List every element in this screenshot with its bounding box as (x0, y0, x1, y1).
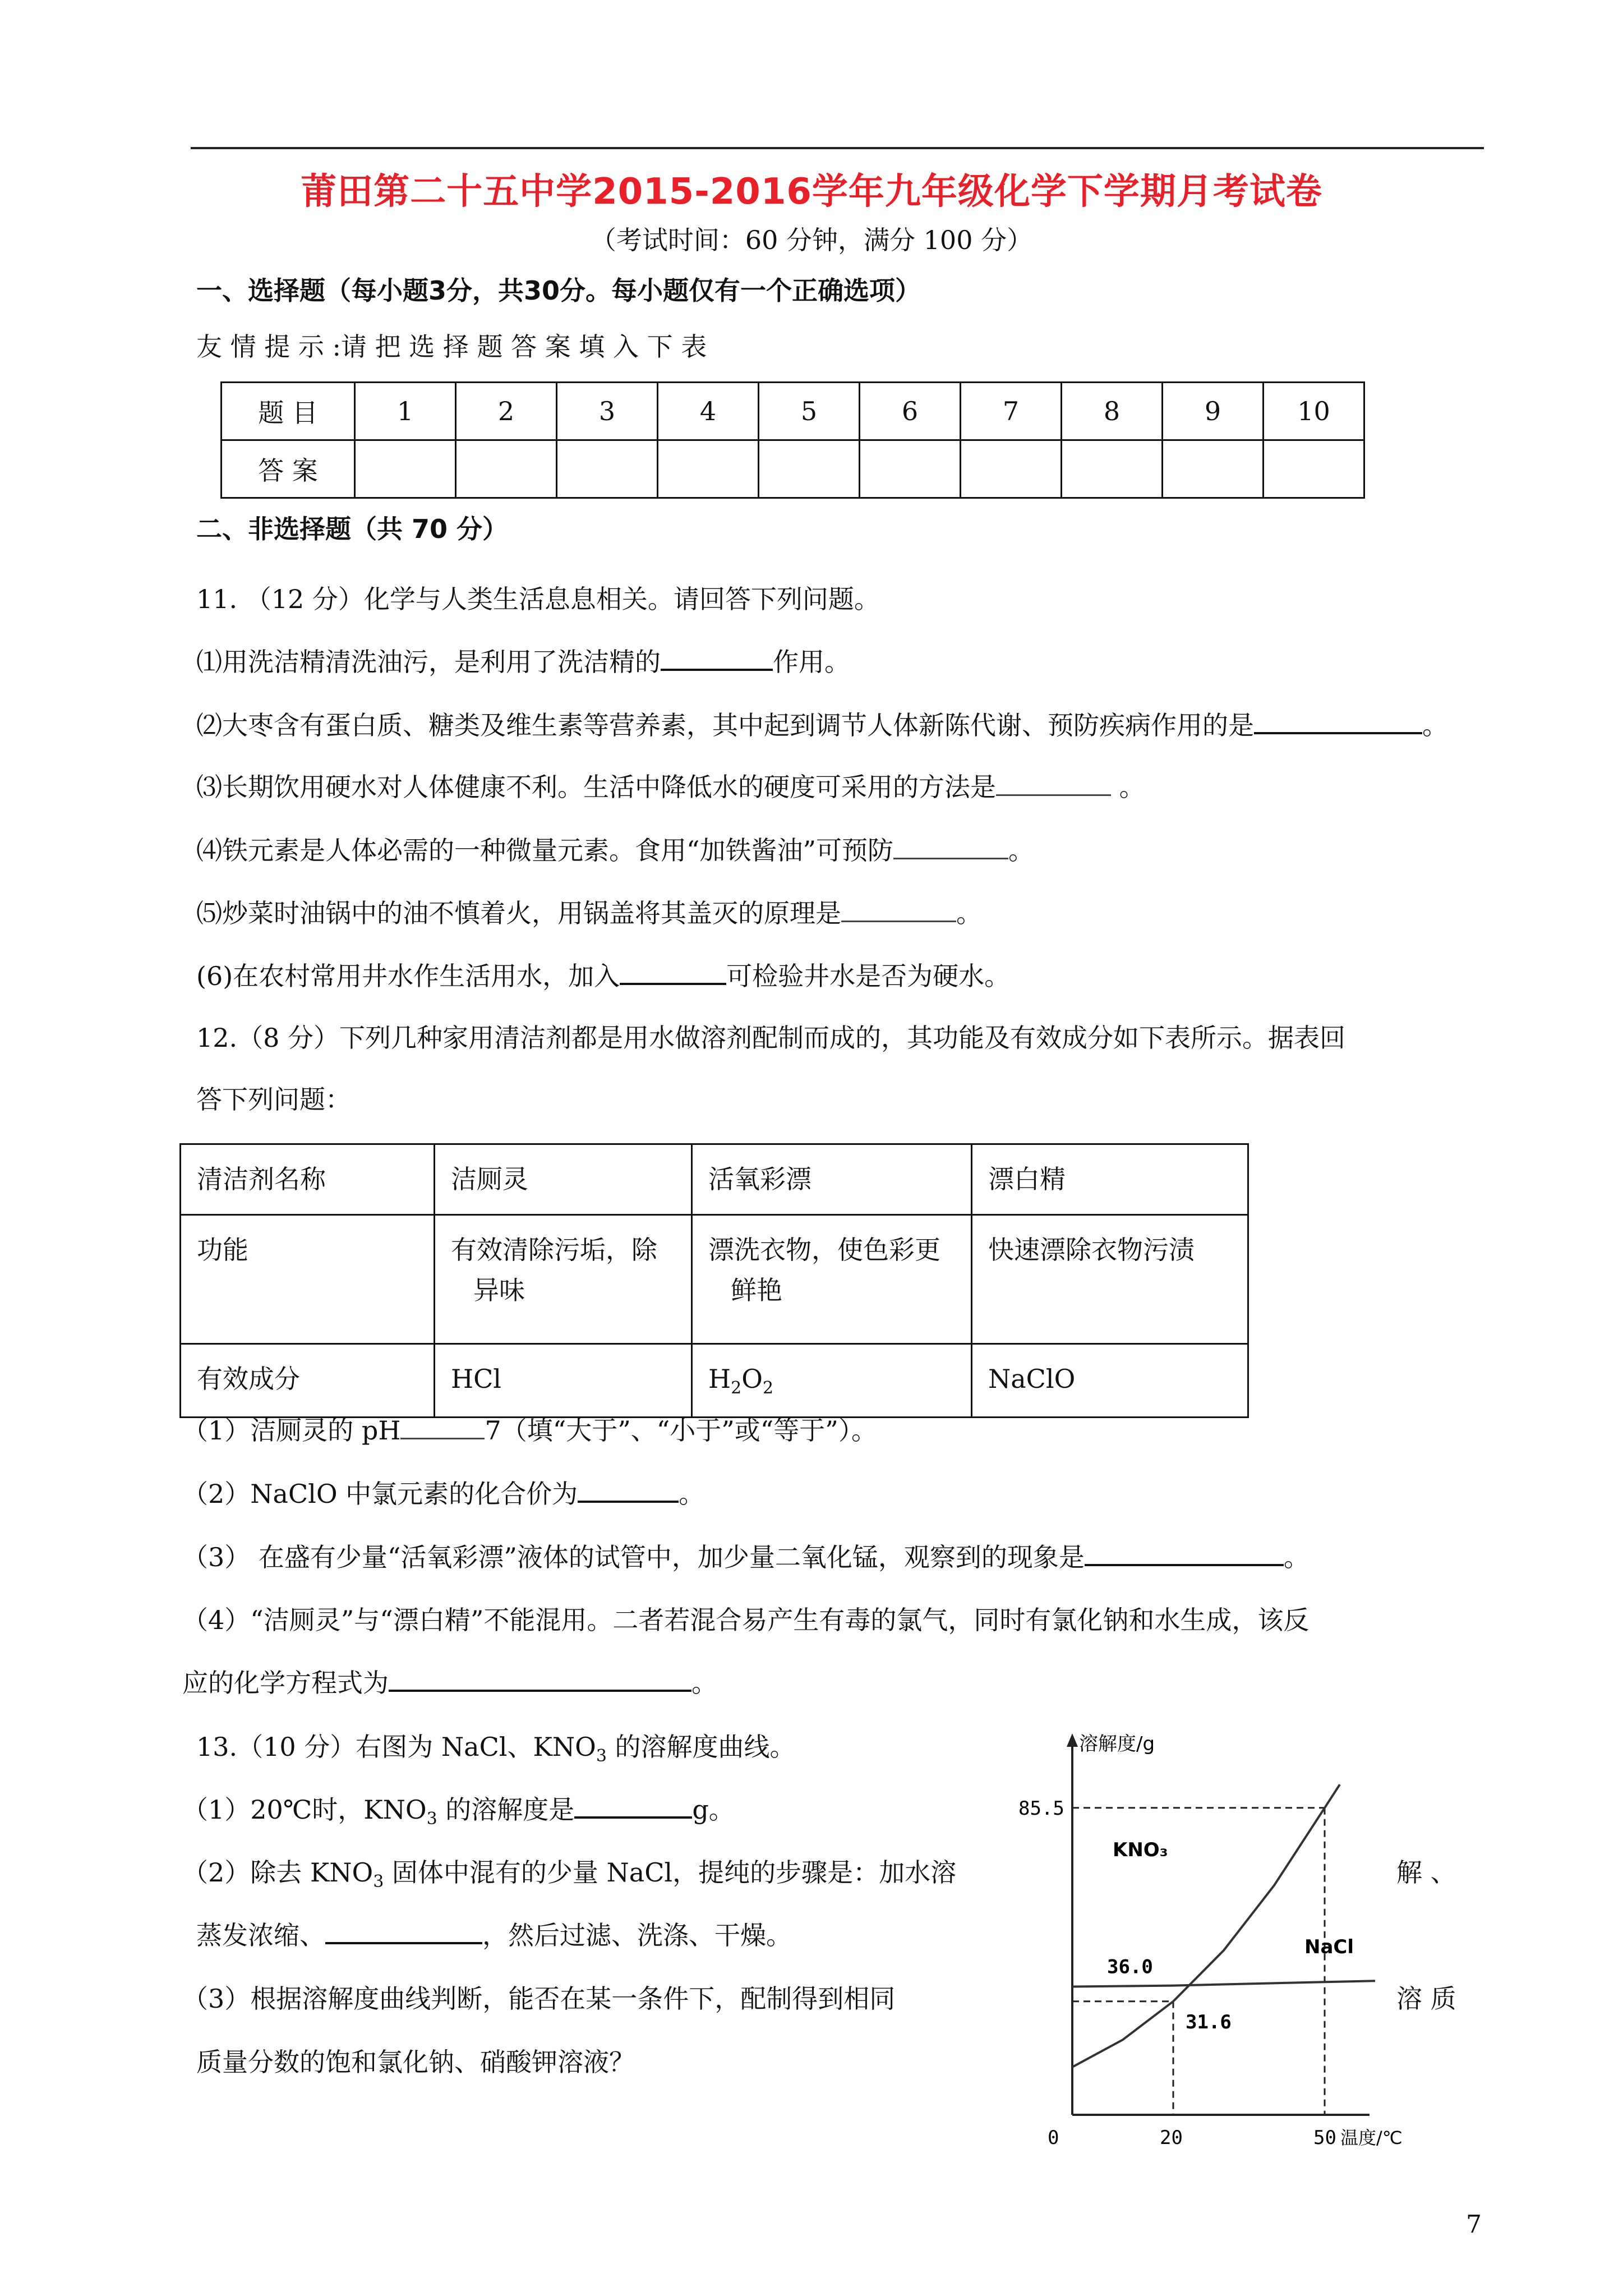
answer-cell[interactable] (658, 440, 759, 498)
q11-part6-text-end: 可检验井水是否为硬水。 (726, 961, 1011, 991)
answer-blank[interactable] (996, 775, 1111, 796)
q11-part2 (196, 710, 1448, 742)
question-number: 8 (1062, 383, 1163, 440)
q11-part5-text-end: 。 (956, 898, 982, 928)
question-number: 5 (759, 383, 860, 440)
question-number: 1 (355, 383, 456, 440)
answer-blank[interactable] (661, 650, 773, 671)
x-tick-label: 20 (1160, 2127, 1183, 2149)
q11-part3 (196, 771, 1145, 804)
answer-row-label: 答 案 (222, 440, 355, 498)
answer-table (220, 381, 1365, 499)
cleaner-table-cell: 快速漂除衣物污渍 (972, 1215, 1248, 1344)
y-axis-label: 溶解度/g (1079, 1733, 1155, 1755)
q11-part5-text: ⑸炒菜时油锅中的油不慎着火，用锅盖将其盖灭的原理是 (196, 898, 841, 928)
answer-cell[interactable] (557, 440, 658, 498)
y-axis-arrow (1067, 1733, 1078, 1747)
q13-stem-text-end: 的溶解度曲线。 (606, 1732, 796, 1762)
q11-stem: 11. （12 分）化学与人类生活息息相关。请回答下列问题。 (196, 584, 880, 614)
top-rule (191, 147, 1484, 149)
q13-part3: （3）根据溶解度曲线判断，能否在某一条件下，配制得到相同 (182, 1984, 896, 2014)
answer-blank[interactable] (325, 1923, 482, 1944)
cleaner-table-header: 清洁剂名称 (181, 1144, 435, 1215)
q13-part1-text-mid: 的溶解度是 (437, 1795, 575, 1825)
q13-part3-end: 溶 质 (1396, 1984, 1456, 2014)
q12-part1 (182, 1415, 877, 1447)
q12-part4-line2 (182, 1667, 717, 1700)
q12-part1-text-end: 7（填“大于”、“小于”或“等于”）。 (485, 1415, 877, 1446)
cleaner-table-header: 漂白精 (972, 1144, 1248, 1215)
q13-part2 (182, 1857, 956, 1893)
question-number: 7 (961, 383, 1062, 440)
x-tick-label: 50 (1313, 2127, 1336, 2149)
value-label-85-5: 85.5 (1018, 1797, 1064, 1820)
cleaner-table-cell: NaClO (972, 1344, 1248, 1418)
q11-part1 (196, 646, 850, 679)
q12-part2-text: （2）NaClO 中氯元素的化合价为 (182, 1479, 578, 1509)
answer-blank[interactable] (578, 1481, 679, 1503)
question-number: 3 (557, 383, 658, 440)
question-number: 10 (1264, 383, 1364, 440)
q13-part2-end: 解 、 (1396, 1857, 1456, 1888)
cleaner-table-cell: 有效成分 (181, 1344, 435, 1418)
function-text: 有效清除污垢，除 (451, 1235, 657, 1266)
answer-blank[interactable] (841, 901, 956, 922)
q12-stem-line2: 答下列问题： (196, 1084, 351, 1115)
q13-part1-text: （1）20℃时，KNO (182, 1795, 427, 1825)
q12-part2-text-end: 。 (679, 1479, 705, 1509)
q12-part4-text-end: 。 (691, 1668, 717, 1698)
question-number: 4 (658, 383, 759, 440)
kno3-label: KNO₃ (1113, 1839, 1168, 1862)
formula-subscript: 2 (762, 1378, 774, 1398)
solubility-chart (1018, 1728, 1403, 2154)
answer-cell[interactable] (355, 440, 456, 498)
cleaner-table (179, 1143, 1249, 1418)
cleaner-table-cell: HCl (435, 1344, 692, 1418)
value-label-36-0: 36.0 (1107, 1955, 1153, 1978)
q11-part5 (196, 898, 982, 930)
q12-part4-line1: （4）“洁厕灵”与“漂白精”不能混用。二者若混合易产生有毒的氯气，同时有氯化钠和水生成，该反 (182, 1605, 1310, 1635)
cleaner-table-cell: 功能 (181, 1215, 435, 1344)
answer-blank[interactable] (400, 1419, 485, 1439)
page-title: 莆田第二十五中学2015-2016学年九年级化学下学期月考试卷 (301, 171, 1322, 213)
cleaner-table-cell (435, 1215, 692, 1344)
answer-blank[interactable] (574, 1797, 692, 1819)
answer-table-header: 题 目 (222, 383, 355, 440)
tip-text: 友 情 提 示 :请 把 选 择 题 答 案 填 入 下 表 (196, 332, 707, 362)
q13-part3-line2: 质量分数的饱和氯化钠、硝酸钾溶液？ (196, 2047, 635, 2077)
q11-part2-text: ⑵大枣含有蛋白质、糖类及维生素等营养素，其中起到调节人体新陈代谢、预防疾病作用的是 (196, 710, 1254, 740)
page-number: 7 (1466, 2210, 1482, 2239)
q12-part4-text: 应的化学方程式为 (182, 1668, 389, 1698)
q13-part1-text-end: g。 (692, 1795, 735, 1825)
answer-blank[interactable] (893, 839, 1008, 859)
q11-part6-text: (6)在农村常用井水作生活用水，加入 (196, 961, 620, 991)
section1-title: 一、选择题（每小题3分，共30分。每小题仅有一个正确选项） (196, 275, 921, 306)
question-number: 2 (456, 383, 557, 440)
answer-blank[interactable] (389, 1671, 691, 1692)
q11-part1-text: ⑴用洗洁精清洗油污，是利用了洗洁精的 (196, 647, 661, 677)
section2-title: 二、非选择题（共 70 分） (196, 514, 509, 544)
q11-part4-text: ⑷铁元素是人体必需的一种微量元素。食用“加铁酱油”可预防 (196, 835, 894, 866)
answer-blank[interactable] (1085, 1545, 1284, 1566)
function-text-cont: 异味 (473, 1274, 525, 1305)
function-text-cont: 鲜艳 (731, 1274, 782, 1305)
formula-subscript: 3 (373, 1872, 384, 1892)
q12-part3 (182, 1542, 1310, 1574)
answer-cell[interactable] (759, 440, 860, 498)
answer-blank[interactable] (1254, 713, 1422, 734)
cleaner-table-cell (692, 1344, 972, 1418)
q13-part2-text2: 蒸发浓缩、 (196, 1920, 325, 1950)
q12-part3-text: （3） 在盛有少量“活氧彩漂”液体的试管中，加少量二氧化锰，观察到的现象是 (182, 1542, 1085, 1572)
function-text: 漂洗衣物，使色彩更 (708, 1235, 940, 1266)
q13-stem (196, 1731, 796, 1767)
q12-part2 (182, 1478, 704, 1511)
answer-cell[interactable] (961, 440, 1062, 498)
nacl-label: NaCl (1304, 1936, 1354, 1958)
q11-part6 (196, 960, 1010, 993)
value-label-31-6: 31.6 (1186, 2010, 1232, 2033)
answer-cell[interactable] (860, 440, 961, 498)
q12-part3-text-end: 。 (1283, 1542, 1310, 1572)
question-number: 6 (860, 383, 961, 440)
q12-part1-text: （1）洁厕灵的 pH (182, 1415, 401, 1446)
answer-cell[interactable] (1062, 440, 1163, 498)
q11-part3-text-end: 。 (1111, 772, 1145, 802)
cleaner-table-header: 活氧彩漂 (692, 1144, 972, 1215)
answer-cell[interactable] (456, 440, 557, 498)
q13-part1 (182, 1794, 735, 1830)
exam-info: （考试时间：60 分钟，满分 100 分） (590, 225, 1033, 255)
q12-stem-line1: 12.（8 分）下列几种家用清洁剂都是用水做溶剂配制而成的，其功能及有效成分如下表所示。据表回 (196, 1023, 1346, 1053)
q11-part3-text: ⑶长期饮用硬水对人体健康不利。生活中降低水的硬度可采用的方法是 (196, 772, 996, 802)
cleaner-table-cell (692, 1215, 972, 1344)
q11-part1-text-end: 作用。 (773, 647, 850, 677)
formula-element: O (741, 1364, 763, 1395)
q13-part2-text-mid: 固体中混有的少量 NaCl，提纯的步骤是：加水溶 (384, 1857, 957, 1888)
q13-part2-line2 (196, 1920, 792, 1952)
formula-element: H (708, 1364, 731, 1395)
q11-part2-text-end: 。 (1422, 710, 1448, 740)
cleaner-table-header: 洁厕灵 (435, 1144, 692, 1215)
formula-subscript: 2 (731, 1378, 742, 1398)
q13-part2-text: （2）除去 KNO (182, 1857, 374, 1888)
q11-part4 (196, 835, 1034, 867)
q13-part2-text3: ，然后过滤、洗涤、干燥。 (482, 1920, 792, 1950)
x-axis-label: 温度/℃ (1340, 2127, 1403, 2148)
answer-cell[interactable] (1163, 440, 1264, 498)
x-tick-label: 0 (1048, 2127, 1059, 2149)
nacl-curve (1072, 1981, 1375, 1986)
formula-subscript: 3 (426, 1809, 437, 1829)
q11-part4-text-end: 。 (1008, 835, 1035, 866)
q13-stem-text: 13.（10 分）右图为 NaCl、KNO (196, 1732, 596, 1762)
answer-blank[interactable] (620, 964, 726, 985)
formula-subscript: 3 (596, 1746, 607, 1766)
question-number: 9 (1163, 383, 1264, 440)
answer-cell[interactable] (1264, 440, 1364, 498)
